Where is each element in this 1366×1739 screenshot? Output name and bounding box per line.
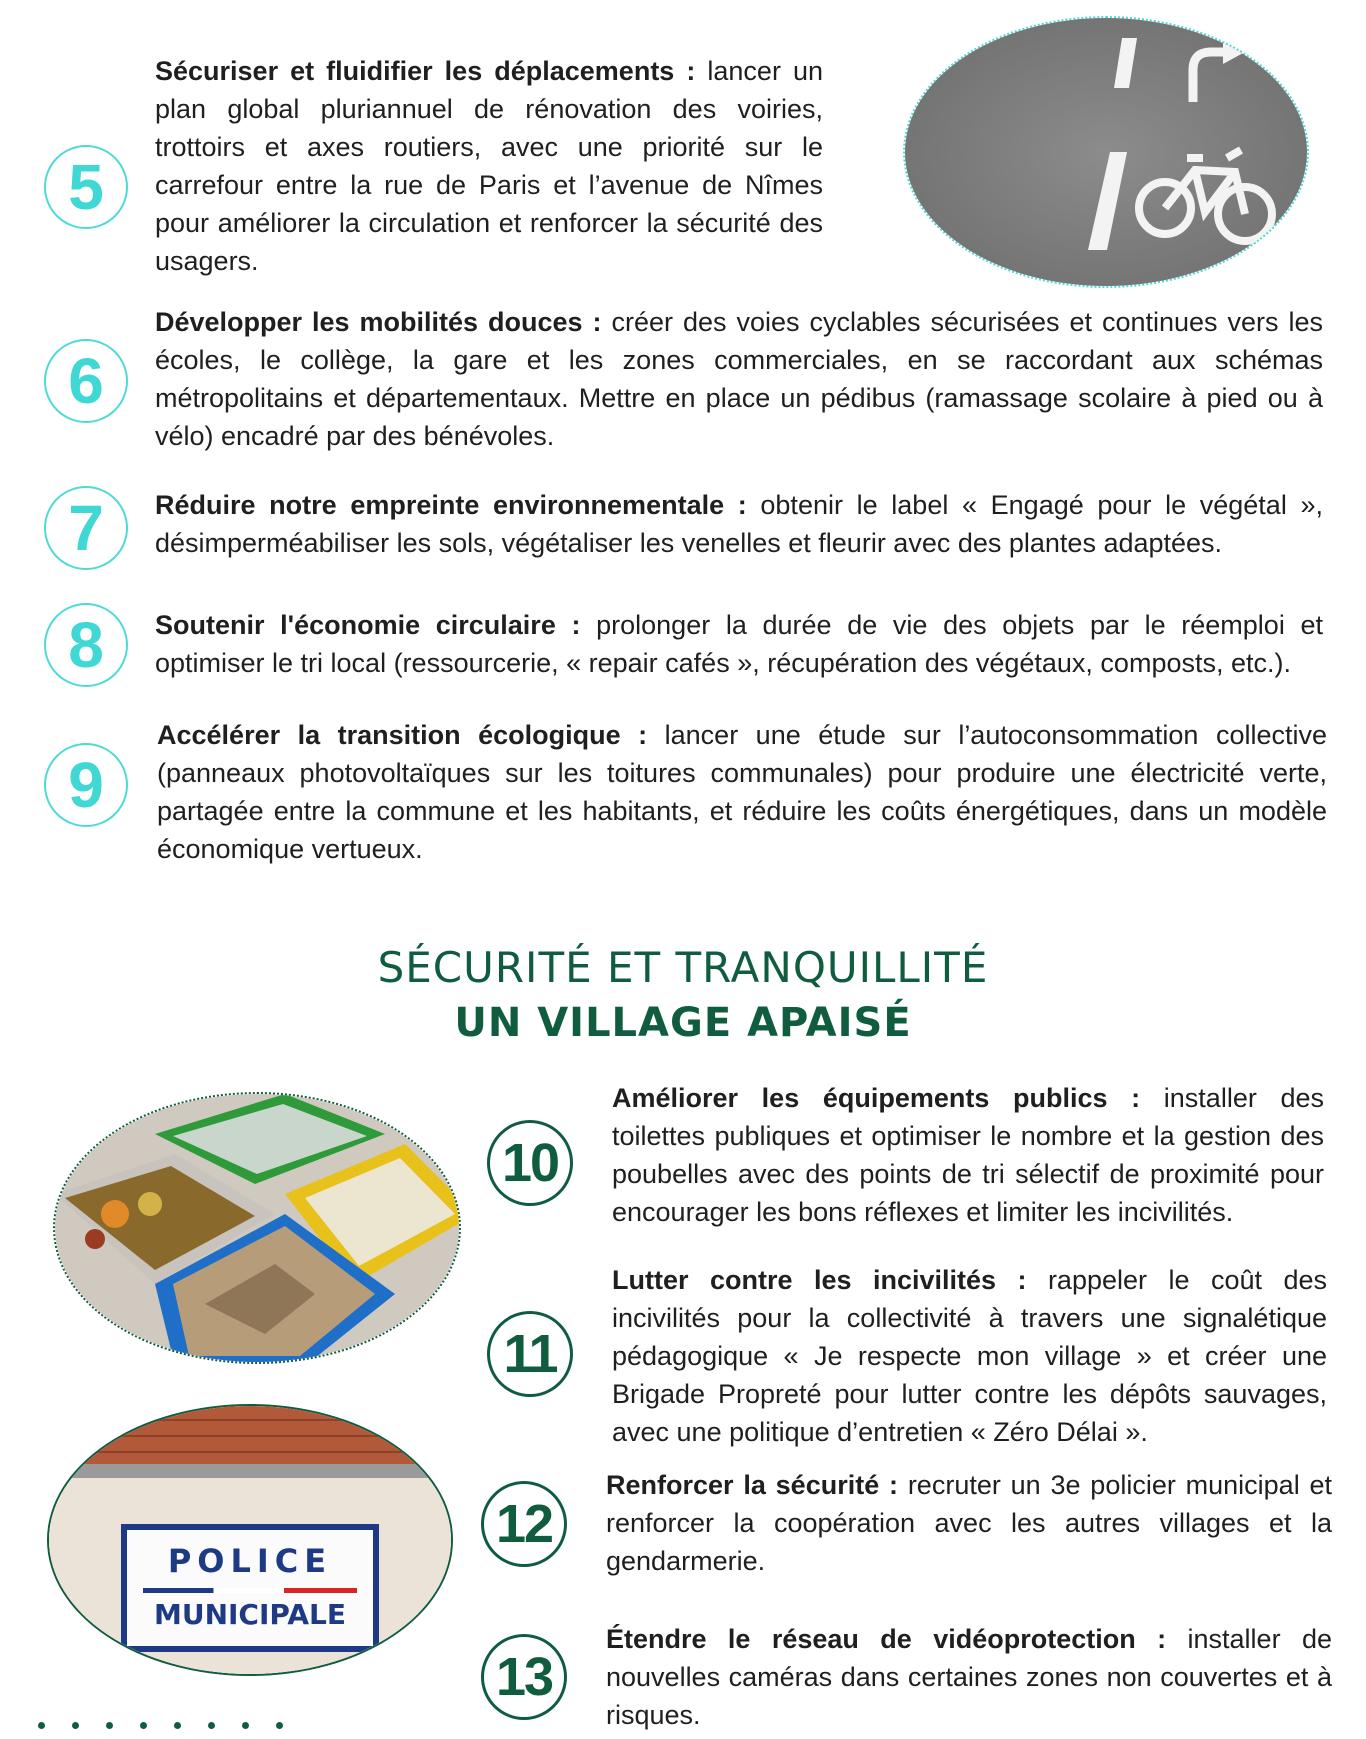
item-number-6: 6 [44, 339, 128, 423]
item-9-text [157, 716, 1327, 868]
item-5-title: Sécuriser et fluidifier les déplacements : [155, 56, 696, 86]
bike-lane-photo [903, 16, 1309, 288]
item-8-text [155, 606, 1323, 682]
item-7-text [155, 486, 1323, 562]
item-5-text [155, 52, 823, 280]
dot [208, 1722, 215, 1729]
dot [174, 1722, 181, 1729]
dot [38, 1722, 45, 1729]
item-11-text [612, 1261, 1327, 1451]
item-5-description: lancer un plan global pluriannuel de rénovation des voiries, trottoirs et axes routiers, avec une priorité sur le carrefour entre la rue de Paris et l’avenue de Nîmes pour améliorer la circulation et renforcer la sécurité des usagers. [155, 56, 823, 276]
item-number-12: 12 [481, 1481, 567, 1567]
item-8-description: prolonger la durée de vie des objets par le réemploi et optimiser le tri local (ressourcerie, « repair cafés », récupération des végétaux, composts, etc.). [155, 610, 1323, 678]
dot [140, 1722, 147, 1729]
recycling-bins-photo [53, 1092, 461, 1364]
flag-stripe [143, 1588, 357, 1593]
item-10-text [612, 1079, 1324, 1231]
item-11-title: Lutter contre les incivilités : [612, 1265, 1027, 1295]
item-6-text [155, 303, 1323, 455]
decorative-dots [38, 1722, 283, 1729]
police-sign-line1: POLICE [167, 1542, 333, 1580]
item-number-10: 10 [487, 1120, 573, 1206]
item-number-11: 11 [487, 1311, 573, 1397]
police-sign-line2: MUNICIPALE [153, 1598, 346, 1631]
item-9-title: Accélérer la transition écologique : [157, 720, 648, 750]
police-sign [121, 1524, 379, 1652]
item-10-title: Améliorer les équipements publics : [612, 1083, 1141, 1113]
item-7-title: Réduire notre empreinte environnementale : [155, 490, 747, 520]
recycling-bins-illustration [55, 1094, 461, 1364]
item-12-description: recruter un 3e policier municipal et renforcer la coopération avec les autres villages et la gendarmerie. [606, 1470, 1333, 1576]
item-number-9: 9 [44, 743, 128, 827]
bike-lane-illustration [905, 18, 1309, 288]
item-10-description: installer des toilettes publiques et optimiser le nombre et la gestion des poubelles avec des points de tri sélectif de proximité pour encourager les bons réflexes et limiter les incivilités. [612, 1083, 1324, 1227]
dot [106, 1722, 113, 1729]
item-9-description: lancer une étude sur l’autoconsommation collective (panneaux photovoltaïques sur les toitures communales) pour produire une électricité verte, partagée entre la commune et les habitants, et réduire les coûts énergétiques, dans un modèle économique vertueux. [157, 720, 1327, 864]
item-number-7: 7 [44, 486, 128, 570]
item-12-text [606, 1466, 1332, 1580]
item-13-description: installer de nouvelles caméras dans certaines zones non couvertes et à risques. [606, 1624, 1332, 1730]
section-heading: SÉCURITÉ ET TRANQUILLITÉ [377, 943, 989, 992]
item-number-13: 13 [481, 1634, 567, 1720]
item-number-5: 5 [44, 145, 128, 229]
police-sign-photo [47, 1404, 453, 1676]
dot [276, 1722, 283, 1729]
item-13-title: Étendre le réseau de vidéoprotection : [606, 1624, 1167, 1654]
dot [242, 1722, 249, 1729]
item-11-description: rappeler le coût des incivilités pour la collectivité à travers une signalétique pédagogique « Je respecte mon village » et créer une Brigade Propreté pour lutter contre les dépôts sauvages, avec une politique d’entretien « Zéro Délai ». [612, 1265, 1327, 1447]
item-6-title: Développer les mobilités douces : [155, 307, 602, 337]
item-6-description: créer des voies cyclables sécurisées et continues vers les écoles, le collège, la gare et les zones commerciales, en se raccordant aux schémas métropolitains et départementaux. Mettre en place un pédibus (ramassage scolaire à pied ou à vélo) encadré par des bénévoles. [155, 307, 1323, 451]
item-7-description: obtenir le label « Engagé pour le végétal », désimperméabiliser les sols, végétaliser les venelles et fleurir avec des plantes adaptées. [155, 490, 1323, 558]
item-12-title: Renforcer la sécurité : [606, 1470, 899, 1500]
item-8-title: Soutenir l'économie circulaire : [155, 610, 581, 640]
item-13-text [606, 1620, 1332, 1734]
item-number-8: 8 [44, 603, 128, 687]
dot [72, 1722, 79, 1729]
section-subheading: UN VILLAGE APAISÉ [454, 1000, 912, 1046]
